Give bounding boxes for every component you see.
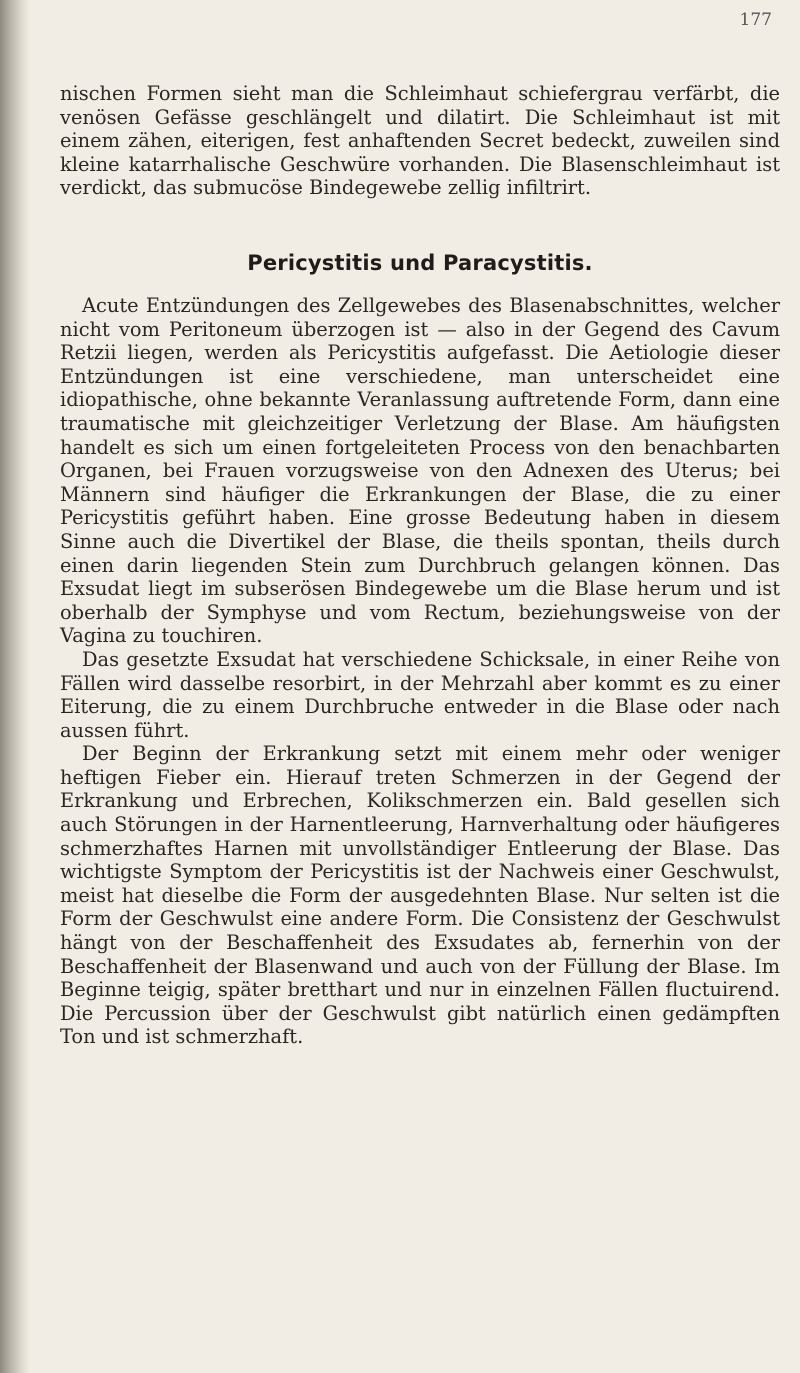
body-paragraph-3: Der Beginn der Erkrankung setzt mit einem mehr oder weniger heftigen Fieber ein. Hierauf treten Schmerzen in der Gegend der Erkrankung und Erbrechen, Kolikschmerzen ein. Bald gesellen sich auch Störungen in der Harnentleerung, Harnverhaltung oder häufigeres schmerzhaftes Harnen mit unvollständiger Entleerung der Blase. Das wichtigste Symptom der Pericystitis ist der Nachweis einer Geschwulst, meist hat dieselbe die Form der ausgedehnten Blase. Nur selten ist die Form der Geschwulst eine andere Form. Die Consistenz der Geschwulst hängt von der Beschaffenheit des Exsudates ab, fernerhin von der Beschaffenheit der Blasenwand und auch von der Füllung der Blase. Im Beginne teigig, später bretthart und nur in einzelnen Fällen fluctuirend. Die Percussion über der Geschwulst gibt natürlich einen gedämpften Ton und ist schmerzhaft.	[60, 742, 780, 1049]
section-heading: Pericystitis und Paracystitis.	[247, 251, 593, 275]
section-body	[60, 294, 780, 1049]
body-paragraph-2: Das gesetzte Exsudat hat verschiedene Schicksale, in einer Reihe von Fällen wird dasselbe resorbirt, in der Mehrzahl aber kommt es zu einer Eiterung, die zu einem Durchbruche entweder in die Blase oder nach aussen führt.	[60, 647, 780, 742]
page-number: 177	[739, 10, 772, 30]
body-paragraph-1: Acute Entzündungen des Zellgewebes des Blasenabschnittes, welcher nicht vom Peritoneum überzogen ist — also in der Gegend des Cavum Retzii liegen, werden als Pericystitis aufgefasst. Die Aetiologie dieser Entzündungen ist eine verschiedene, man unterscheidet eine idiopathische, ohne bekannte Veranlassung auftretende Form, dann eine traumatische mit gleichzeitiger Verletzung der Blase. Am häufigsten handelt es sich um einen fortgeleiteten Process von den benachbarten Organen, bei Frauen vorzugsweise von den Adnexen des Uterus; bei Männern sind häufiger die Erkrankungen der Blase, die zu einer Pericystitis geführt haben. Eine grosse Bedeutung haben in diesem Sinne auch die Divertikel der Blase, die theils spontan, theils durch einen darin liegenden Stein zum Durchbruch gelangen können. Das Exsudat liegt im subserösen Bindegewebe um die Blase herum und ist oberhalb der Symphyse und vom Rectum, beziehungsweise von der Vagina zu touchiren.	[60, 294, 780, 648]
intro-text-block	[60, 82, 780, 200]
intro-paragraph: nischen Formen sieht man die Schleimhaut schiefergrau verfärbt, die venösen Gefässe geschlängelt und dilatirt. Die Schleimhaut ist mit einem zähen, eiterigen, fest anhaftenden Secret bedeckt, zuweilen sind kleine katarrhalische Geschwüre vorhanden. Die Blasenschleimhaut ist verdickt, das submucöse Bindegewebe zellig infiltrirt.	[60, 82, 780, 200]
page-binding-edge	[0, 0, 30, 1373]
